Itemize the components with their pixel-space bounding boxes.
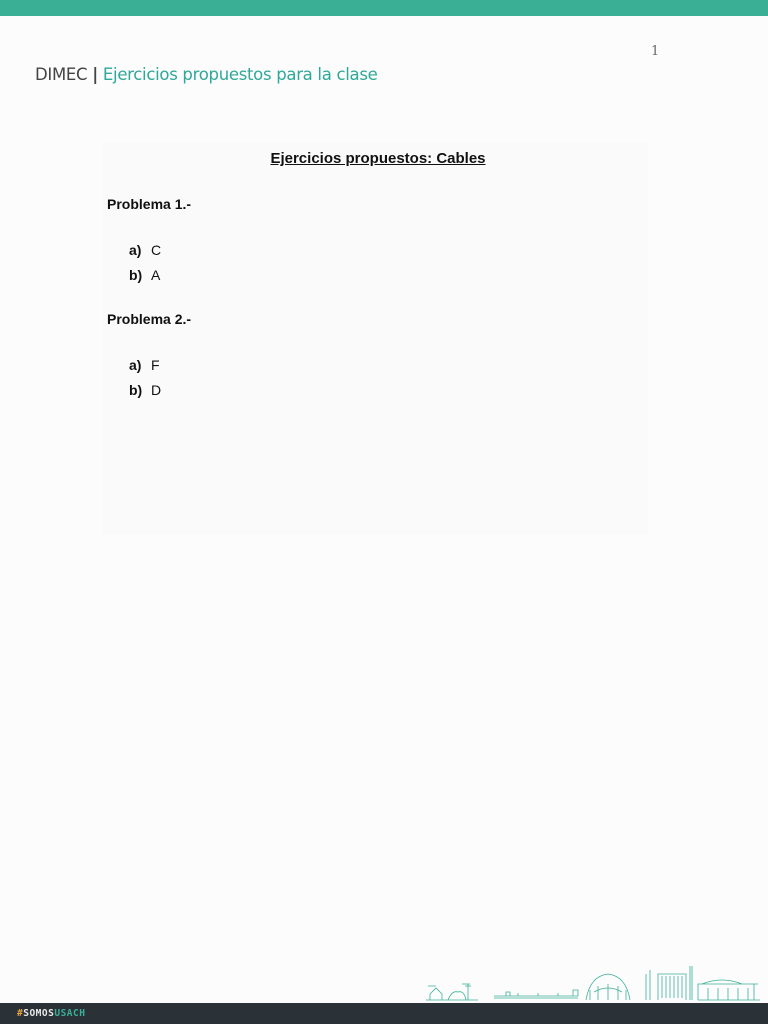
answer-value: A	[151, 267, 161, 283]
answer-letter: b)	[129, 382, 143, 398]
answer-value: C	[151, 242, 162, 258]
document-title: Ejercicios propuestos: Cables	[270, 150, 486, 167]
header-subtitle: Ejercicios propuestos para la clase	[102, 65, 378, 84]
hashtag-part-1: SOMOS	[23, 1008, 55, 1019]
header-separator: |	[92, 65, 98, 84]
footer-bar	[0, 1003, 768, 1024]
answer-letter: b)	[129, 267, 143, 283]
answer-letter: a)	[129, 242, 142, 258]
problem-1-answer-b	[129, 267, 160, 283]
answer-value: F	[151, 357, 160, 373]
answer-value: D	[151, 382, 162, 398]
problem-2-answer-a	[129, 357, 160, 373]
header-org: DIMEC	[35, 65, 88, 84]
problem-1-heading: Problema 1.-	[107, 196, 192, 212]
answer-letter: a)	[129, 357, 142, 373]
problem-2-heading: Problema 2.-	[107, 311, 192, 327]
page-header	[35, 65, 378, 84]
hashtag-symbol: #	[17, 1008, 24, 1019]
campus-skyline-illustration	[418, 962, 763, 1002]
hashtag-part-2: USACH	[54, 1008, 86, 1019]
footer-hashtag	[17, 1008, 85, 1019]
top-accent-bar	[0, 0, 768, 16]
page-number: 1	[651, 44, 660, 59]
problem-2-answer-b	[129, 382, 161, 398]
problem-1-answer-a	[129, 242, 161, 258]
